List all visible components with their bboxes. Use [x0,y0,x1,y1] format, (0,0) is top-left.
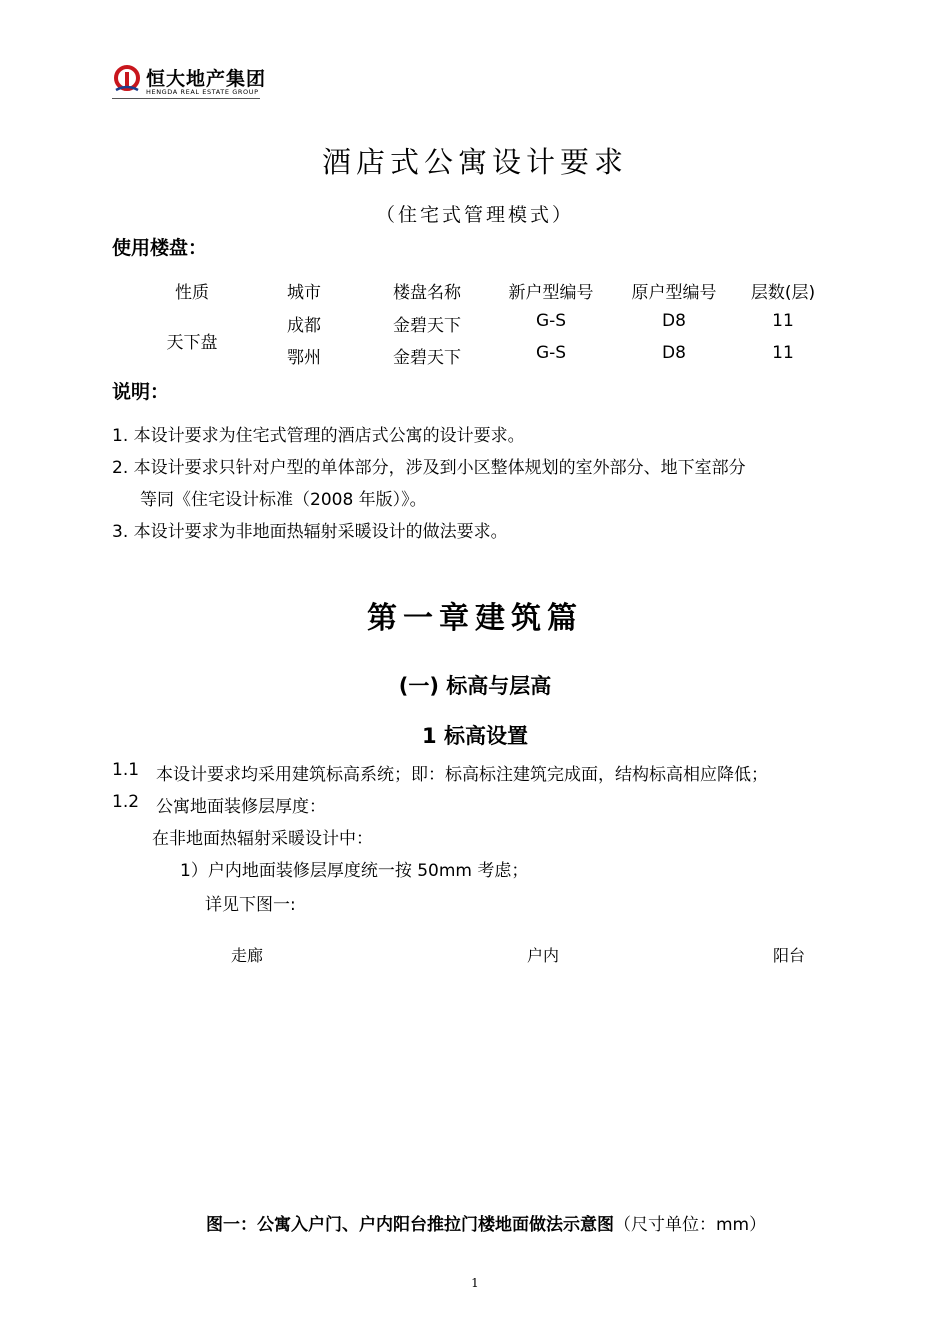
hengda-logo-icon [112,64,142,94]
company-logo [112,62,267,100]
note-item-2-continued: 等同《住宅设计标准（2008 年版）》。 [140,490,427,510]
table-cell-floors: 11 [772,343,794,363]
table-header-project-name: 楼盘名称 [393,283,461,303]
clause-1-2-item: 1）户内地面装修层厚度统一按 50mm 考虑； [180,861,529,881]
notes-heading: 说明： [112,381,170,403]
table-cell-nature: 天下盘 [166,333,218,353]
note-item-2: 2. 本设计要求只针对户型的单体部分，涉及到小区整体规划的室外部分、地下室部分 [112,458,746,478]
figure-label-corridor: 走廊 [231,946,264,965]
table-cell-project-name: 金碧天下 [393,348,461,368]
clause-number: 1.1 [112,760,140,780]
section-title: (一) 标高与层高 [398,674,552,698]
clause-1-2-subtext: 在非地面热辐射采暖设计中： [152,829,373,849]
document-subtitle: （住宅式管理模式） [375,204,574,226]
note-item-3: 3. 本设计要求为非地面热辐射采暖设计的做法要求。 [112,522,508,542]
table-cell-old-type: D8 [662,343,686,363]
table-cell-city: 成都 [287,316,321,336]
table-cell-city: 鄂州 [287,348,321,368]
table-cell-floors: 11 [772,311,794,331]
clause-1-1-text: 本设计要求均采用建筑标高系统；即：标高标注建筑完成面，结构标高相应降低； [156,765,768,785]
logo-english-name: HENGDA REAL ESTATE GROUP [146,88,259,96]
document-title: 酒店式公寓设计要求 [321,145,628,179]
table-header-city: 城市 [287,283,321,303]
see-figure-text: 详见下图一: [205,895,296,915]
table-header-nature: 性质 [175,283,209,303]
note-item-1: 1. 本设计要求为住宅式管理的酒店式公寓的设计要求。 [112,426,525,446]
clause-1-2-text: 公寓地面装修层厚度： [156,797,326,817]
figure-caption-unit: （尺寸单位：mm） [614,1215,767,1235]
figure-caption-title: 图一：公寓入户门、户内阳台推拉门楼地面做法示意图 [206,1215,614,1235]
figure-label-balcony: 阳台 [773,946,806,965]
figure-label-indoor: 户内 [527,946,560,965]
logo-chinese-name: 恒大地产集团 [146,68,267,90]
table-cell-old-type: D8 [662,311,686,331]
usage-heading: 使用楼盘： [112,237,208,259]
table-header-new-type: 新户型编号 [508,283,594,303]
clause-number: 1.2 [112,792,140,812]
table-cell-new-type: G-S [535,343,567,363]
chapter-title: 第一章建筑篇 [367,601,583,636]
table-cell-project-name: 金碧天下 [393,316,461,336]
logo-underline [112,98,260,99]
table-cell-new-type: G-S [535,311,567,331]
subsection-title: 1 标高设置 [422,724,528,748]
table-header-old-type: 原户型编号 [631,283,717,303]
figure-caption [206,1210,766,1235]
table-header-floors: 层数(层) [750,283,816,303]
page-number: 1 [471,1276,479,1290]
